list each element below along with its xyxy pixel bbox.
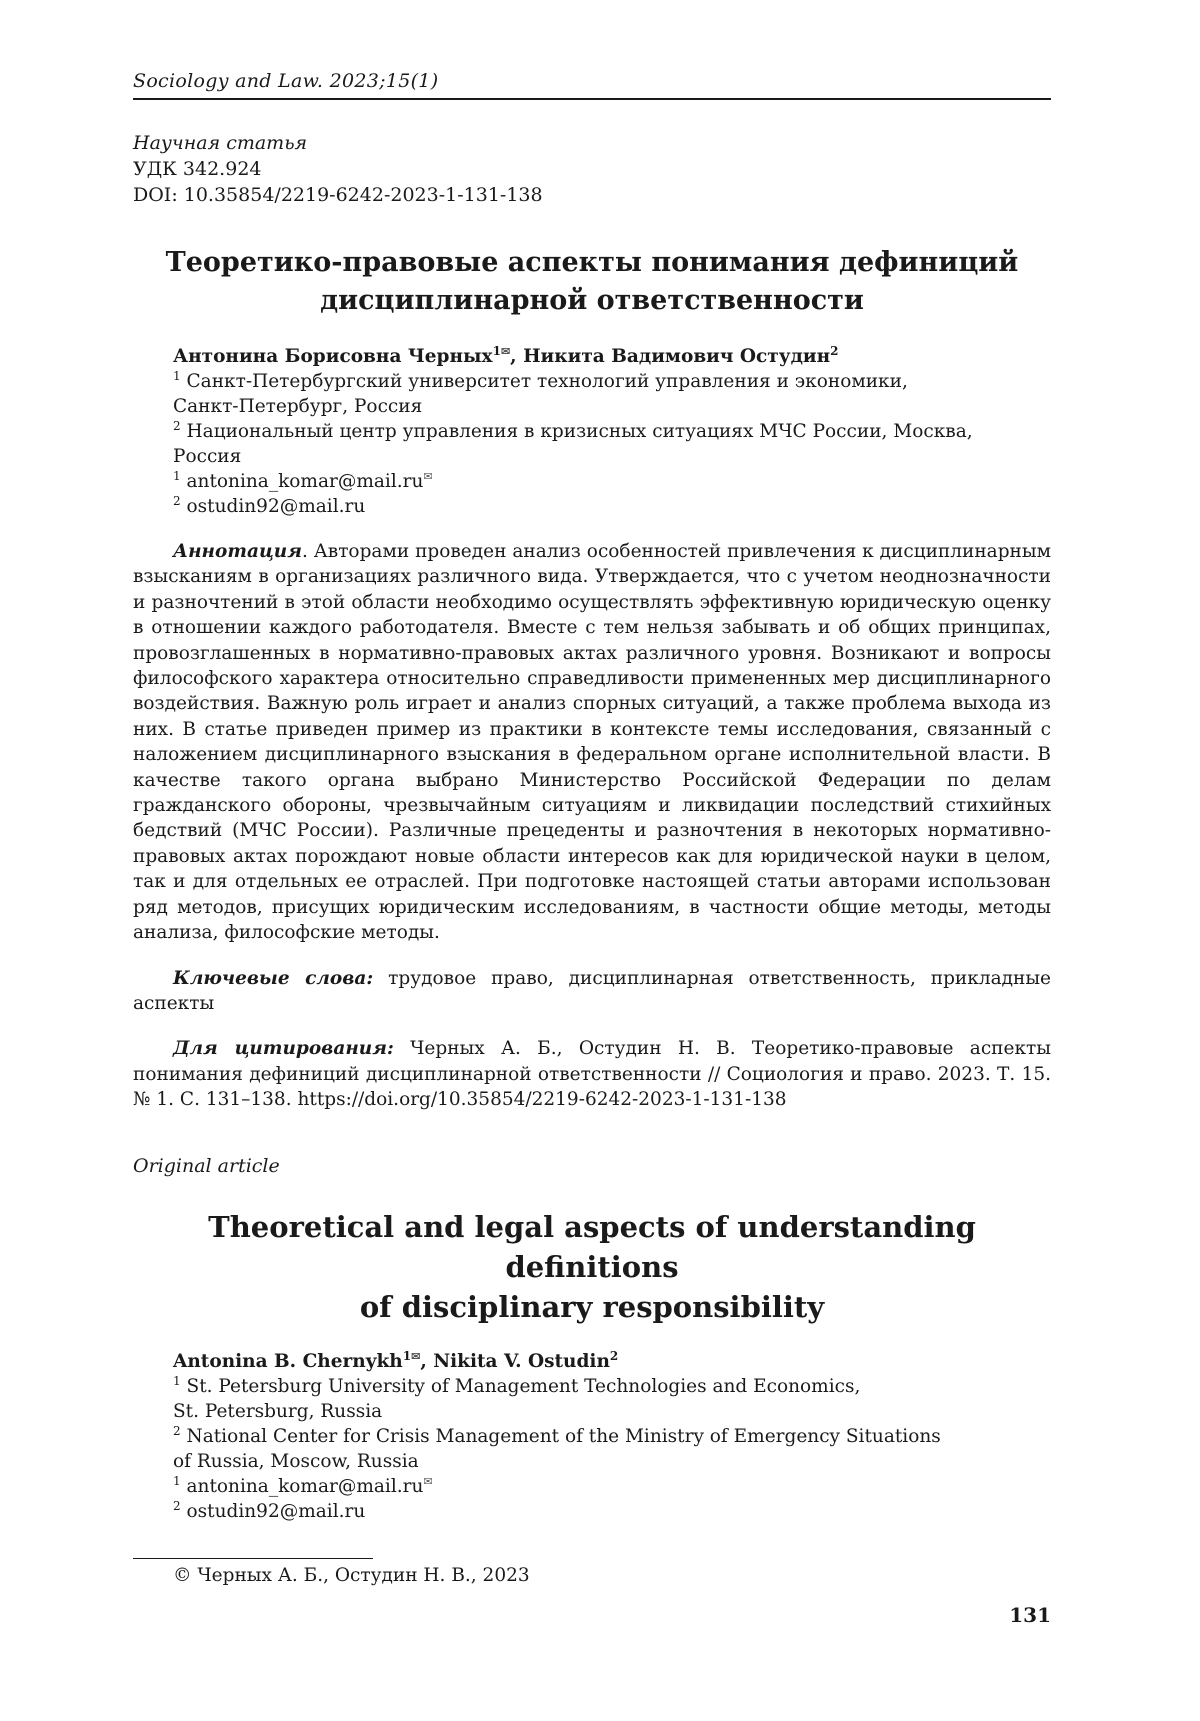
ru-author2: Никита Вадимович Остудин bbox=[523, 346, 831, 367]
abstract bbox=[133, 539, 1051, 946]
ru-aff2 bbox=[173, 419, 1051, 444]
ru-email2-link[interactable]: ostudin92@mail.ru bbox=[186, 496, 366, 517]
ru-author1-sup: 1 bbox=[492, 343, 501, 358]
page-number: 131 bbox=[1009, 1603, 1051, 1627]
abstract-label: Аннотация bbox=[173, 541, 302, 562]
keywords bbox=[133, 966, 1051, 1017]
ru-aff2-line2: Россия bbox=[173, 446, 242, 467]
article-page bbox=[133, 70, 1051, 1586]
en-aff2 bbox=[173, 1424, 1051, 1449]
en-aff1 bbox=[173, 1374, 1051, 1399]
en-aff2-line1: National Center for Crisis Management of the Ministry of Emergency Situations bbox=[186, 1425, 941, 1447]
citation-text: Черных А. Б., Остудин Н. В. Теоретико-правовые аспекты понимания дефиниций дисциплинарной ответственности // Социология и право. 2023. Т. 15. № 1. С. 131–138. https://doi.org/10.35854/2219-6242-2023-1-131-138 bbox=[133, 1038, 1051, 1111]
ru-aff1-sup: 1 bbox=[173, 368, 181, 383]
ru-meta bbox=[133, 130, 1051, 208]
ru-title-line1: Теоретико-правовые аспекты понимания дефиниций bbox=[165, 247, 1019, 278]
ru-email1 bbox=[173, 469, 1051, 494]
ru-title bbox=[133, 244, 1051, 320]
en-email1-link[interactable]: antonina_komar@mail.ru bbox=[186, 1475, 424, 1497]
ru-aff1-line2: Санкт-Петербург, Россия bbox=[173, 396, 423, 417]
en-authors-block bbox=[173, 1349, 1051, 1524]
copyright-footnote: © Черных А. Б., Остудин Н. В., 2023 bbox=[173, 1564, 530, 1586]
ru-aff1-line1: Санкт-Петербургский университет технологий управления и экономики, bbox=[186, 371, 908, 392]
ru-author1: Антонина Борисовна Черных bbox=[173, 346, 493, 367]
en-author2: Nikita V. Ostudin bbox=[433, 1350, 610, 1372]
keywords-text: трудовое право, дисциплинарная ответственность, прикладные аспекты bbox=[133, 967, 1051, 1014]
abstract-text: . Авторами проведен анализ особенностей привлечения к дисциплинарным взысканиям в организациях различного вида. Утверждается, что с учетом неоднозначности и разночтений в этой области необходимо осуществлять эффективную юридическую оценку в отношении каждого работодателя. Вместе с тем нельзя забывать и об общих принципах, провозглашенных в нормативно-правовых актах различного уровня. Возникают и вопросы философского характера относительно справедливости примененных мер дисциплинарного воздействия. Важную роль играет и анализ спорных ситуаций, а также проблема выхода из них. В статье приведен пример из практики в контексте темы исследования, связанный с наложением дисциплинарного взыскания в федеральном органе исполнительной власти. В качестве такого органа выбрано Министерство Российской Федерации по делам гражданского обороны, чрезвычайным ситуациям и ликвидации последствий стихийных бедствий (МЧС России). Различные прецеденты и разночтения в некоторых нормативно-правовых актах порождают новые области интересов как для юридической науки в целом, так и для отдельных ее отраслей. При подготовке настоящей статьи авторами использован ряд методов, присущих юридическим исследованиям, в частности общие методы, методы анализа, философские методы. bbox=[133, 541, 1051, 944]
ru-email2-sup: 2 bbox=[173, 493, 181, 508]
envelope-icon: ✉ bbox=[500, 344, 511, 358]
ru-email1-link[interactable]: antonina_komar@mail.ru bbox=[186, 471, 424, 492]
en-email1-sup: 1 bbox=[173, 1473, 181, 1488]
header-rule bbox=[133, 98, 1051, 100]
running-header: Sociology and Law. 2023;15(1) bbox=[133, 70, 439, 92]
footnote-rule bbox=[133, 1558, 373, 1559]
ru-email1-sup: 1 bbox=[173, 468, 181, 483]
en-author-sep: , bbox=[420, 1350, 434, 1372]
en-aff1-sup: 1 bbox=[173, 1373, 181, 1388]
envelope-icon: ✉ bbox=[423, 1474, 433, 1488]
en-author1-sup: 1 bbox=[402, 1348, 412, 1363]
ru-aff2-line1: Национальный центр управления в кризисных ситуациях МЧС России, Москва, bbox=[186, 421, 973, 442]
article-type: Научная статья bbox=[133, 132, 308, 154]
en-email2 bbox=[173, 1499, 1051, 1524]
en-aff2-line2: of Russia, Moscow, Russia bbox=[173, 1450, 419, 1472]
ru-email2 bbox=[173, 494, 1051, 519]
keywords-label: Ключевые слова: bbox=[173, 967, 374, 989]
en-author1: Antonina B. Chernykh bbox=[173, 1350, 403, 1372]
en-authors bbox=[173, 1349, 1051, 1374]
en-email1 bbox=[173, 1474, 1051, 1499]
doi: DOI: 10.35854/2219-6242-2023-1-131-138 bbox=[133, 184, 543, 206]
envelope-icon: ✉ bbox=[411, 1349, 421, 1363]
ru-aff2-sup: 2 bbox=[173, 418, 181, 433]
en-title-line1: Theoretical and legal aspects of understanding definitions bbox=[208, 1209, 976, 1284]
envelope-icon: ✉ bbox=[423, 469, 433, 483]
citation bbox=[133, 1036, 1051, 1112]
ru-author-sep: , bbox=[510, 346, 524, 367]
en-email2-link[interactable]: ostudin92@mail.ru bbox=[186, 1500, 366, 1522]
en-aff1-line1: St. Petersburg University of Management Technologies and Economics, bbox=[186, 1375, 861, 1397]
en-aff2-sup: 2 bbox=[173, 1423, 181, 1438]
ru-authors-block bbox=[173, 344, 1051, 519]
en-aff1-line2: St. Petersburg, Russia bbox=[173, 1400, 383, 1422]
udc: УДК 342.924 bbox=[133, 158, 262, 180]
ru-author2-sup: 2 bbox=[830, 343, 839, 358]
en-email2-sup: 2 bbox=[173, 1498, 181, 1513]
ru-title-line2: дисциплинарной ответственности bbox=[320, 285, 864, 316]
ru-authors bbox=[173, 344, 1051, 369]
en-title bbox=[133, 1207, 1051, 1327]
citation-label: Для цитирования: bbox=[173, 1038, 394, 1060]
en-title-line2: of disciplinary responsibility bbox=[359, 1289, 825, 1324]
en-author2-sup: 2 bbox=[609, 1348, 619, 1363]
ru-aff1 bbox=[173, 369, 1051, 394]
en-article-type: Original article bbox=[133, 1154, 280, 1177]
